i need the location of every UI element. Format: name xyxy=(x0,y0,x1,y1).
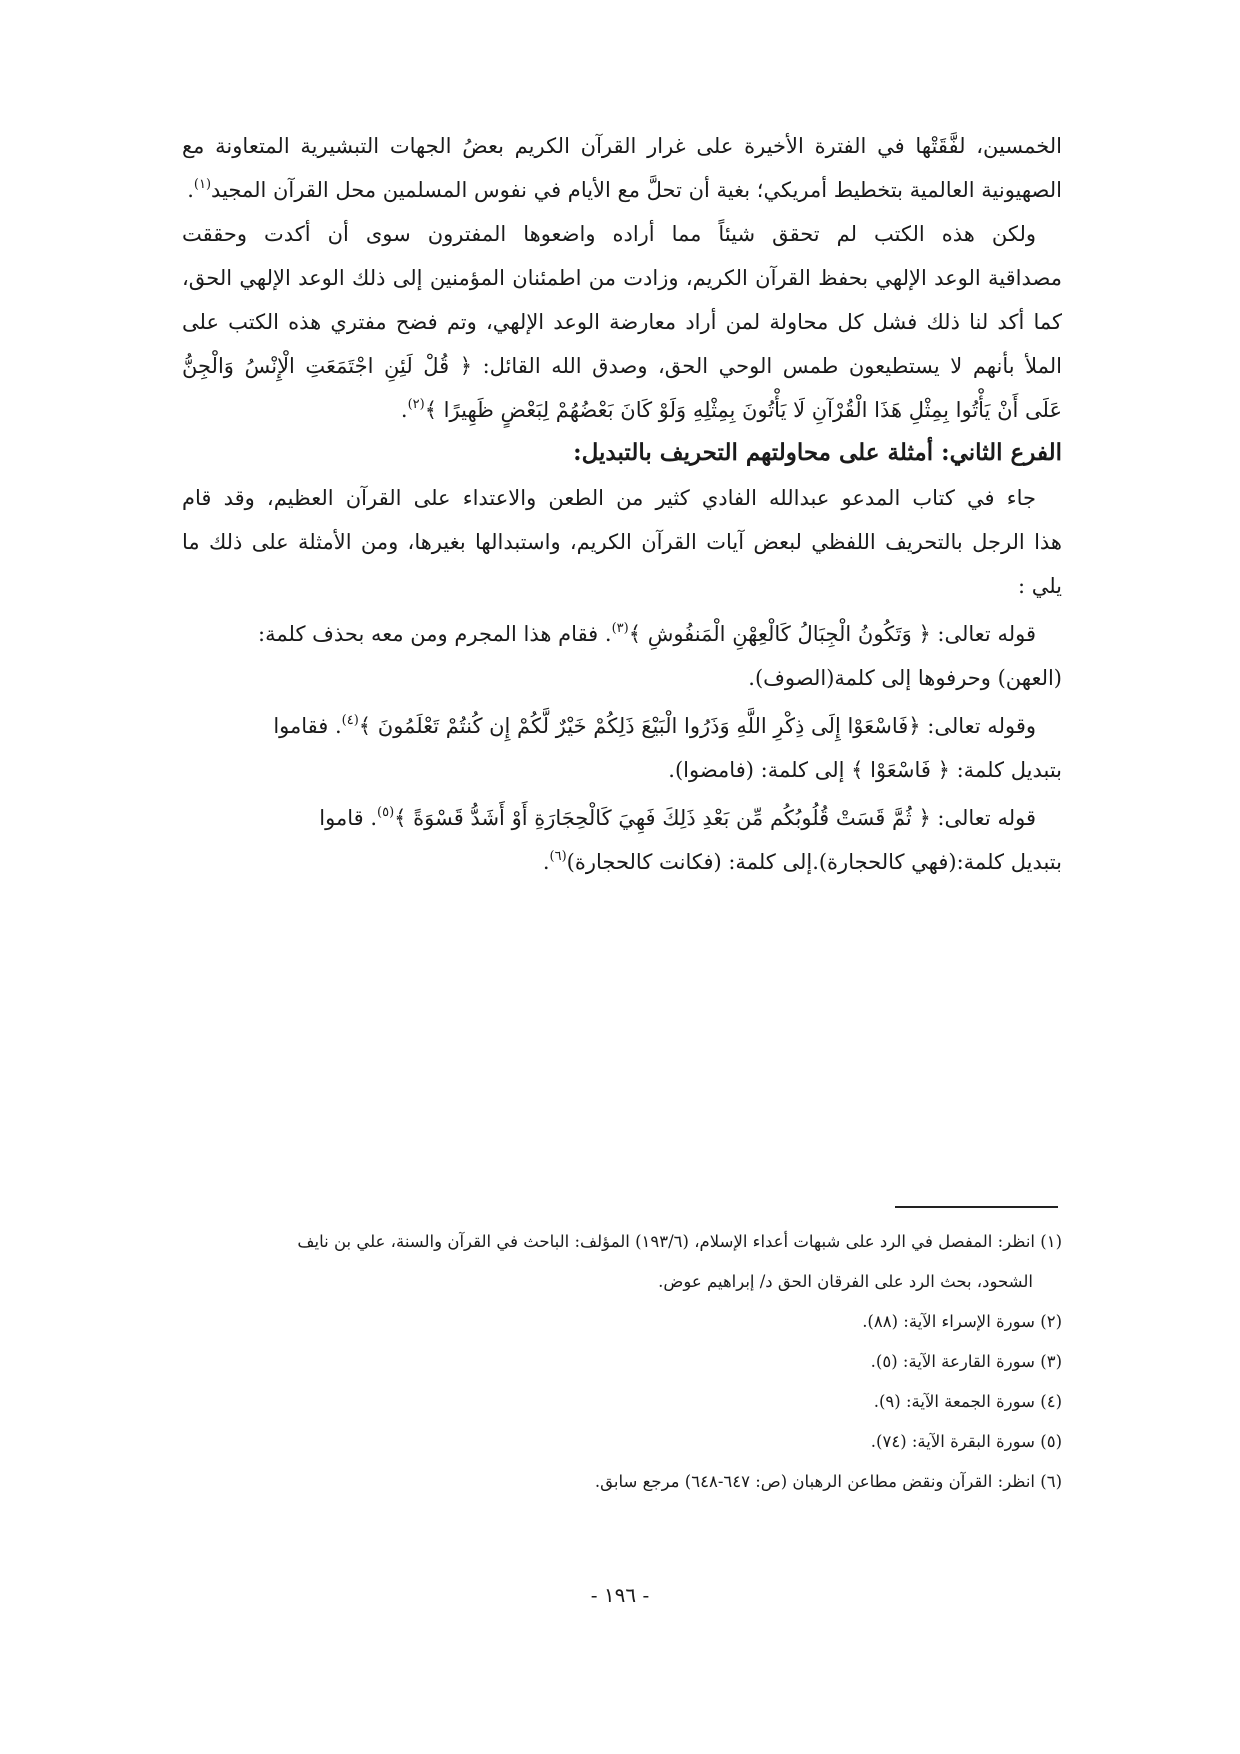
body-line: مصداقية الوعد الإلهي بحفظ القرآن الكريم، وزادت من اطمئنان المؤمنين إلى ذلك الوعد الإلهي الحق، xyxy=(182,266,1062,290)
footnote-marker: (٦) xyxy=(549,849,567,864)
body-line: كما أكد لنا ذلك فشل كل محاولة لمن أراد معارضة الوعد الإلهي، وتم فضح مفتري هذه الكتب على xyxy=(182,310,1062,334)
footnote-marker: (١) xyxy=(193,177,212,192)
body-line: بتبديل كلمة:(فهي كالحجارة).إلى كلمة: (فكانت كالحجارة)$^{(٦)}$. xyxy=(542,849,1062,874)
footnote: الشحود، بحث الرد على الفرقان الحق د/ إبراهيم عوض. xyxy=(658,1272,1033,1291)
footnote-marker: (٤) xyxy=(341,713,359,728)
footnote: (٣) سورة القارعة الآية: (٥). xyxy=(870,1352,1062,1371)
footnote: (٦) انظر: القرآن ونقض مطاعن الرهبان (ص: ٦٤٧-٦٤٨) مرجع سابق. xyxy=(594,1472,1062,1491)
footnote-marker: (٢) xyxy=(407,397,425,412)
body-line: وقوله تعالى: ﴿فَاسْعَوْا إِلَى ذِكْرِ اللَّهِ وَذَرُوا الْبَيْعَ ذَلِكُمْ خَيْرٌ لَّكُمْ إِن كُنتُمْ تَعْلَمُونَ ﴾$^{(٤)}$. فقاموا xyxy=(273,713,1036,738)
body-line: الخمسين، لفَّقَتْها في الفترة الأخيرة على غرار القرآن الكريم بعضُ الجهات التبشيرية المتعاونة مع xyxy=(182,134,1062,158)
body-line: قوله تعالى: ﴿ وَتَكُونُ الْجِبَالُ كَالْعِهْنِ الْمَنفُوشِ ﴾$^{(٣)}$. فقام هذا المجرم ومن معه بحذف كلمة: xyxy=(258,621,1036,646)
body-line: بتبديل كلمة: ﴿ فَاسْعَوْا ﴾ إلى كلمة: (فامضوا). xyxy=(668,758,1062,782)
body-line: جاء في كتاب المدعو عبدالله الفادي كثير من الطعن والاعتداء على القرآن العظيم، وقد قام xyxy=(182,486,1036,510)
body-line: ولكن هذه الكتب لم تحقق شيئاً مما أراده واضعوها المفترون سوى أن أكدت وحققت xyxy=(182,222,1036,246)
footnote: (٥) سورة البقرة الآية: (٧٤). xyxy=(870,1432,1062,1451)
body-line: الصهيونية العالمية بتخطيط أمريكي؛ بغية أن تحلَّ مع الأيام في نفوس المسلمين محل القرآن المجيد$^{(١)}$. xyxy=(187,177,1062,202)
body-line: عَلَى أَنْ يَأْتُوا بِمِثْلِ هَذَا الْقُرْآنِ لَا يَأْتُونَ بِمِثْلِهِ وَلَوْ كَانَ بَعْضُهُمْ لِبَعْضٍ ظَهِيرًا ﴾$^{(٢)}$. xyxy=(400,397,1062,422)
footnote-separator xyxy=(895,1206,1058,1208)
body-line: هذا الرجل بالتحريف اللفظي لبعض آيات القرآن الكريم، واستبدالها بغيرها، ومن الأمثلة على ذلك ما xyxy=(182,530,1062,554)
body-line: الملأ بأنهم لا يستطيعون طمس الوحي الحق، وصدق الله القائل: ﴿ قُلْ لَئِنِ اجْتَمَعَتِ الْإِنْسُ وَالْجِنُّ xyxy=(182,354,1062,378)
body-line: (العهن) وحرفوها إلى كلمة(الصوف). xyxy=(748,666,1062,690)
footnote: (٤) سورة الجمعة الآية: (٩). xyxy=(873,1392,1062,1411)
body-line: يلي : xyxy=(1017,574,1062,598)
footnote-marker: (٥) xyxy=(377,805,395,820)
section-heading: الفرع الثاني: أمثلة على محاولتهم التحريف بالتبديل: xyxy=(573,439,1062,466)
body-line: قوله تعالى: ﴿ ثُمَّ قَسَتْ قُلُوبُكُم مِّن بَعْدِ ذَلِكَ فَهِيَ كَالْحِجَارَةِ أَوْ أَشَدُّ قَسْوَةً ﴾$^{(٥)}$. قاموا xyxy=(319,805,1036,830)
footnote: (١) انظر: المفصل في الرد على شبهات أعداء الإسلام، (١٩٣/٦) المؤلف: الباحث في القرآن والسنة، علي بن نايف xyxy=(297,1232,1062,1251)
page-number: - ١٩٦ - xyxy=(590,1583,650,1607)
footnote: (٢) سورة الإسراء الآية: (٨٨). xyxy=(862,1312,1062,1331)
footnote-marker: (٣) xyxy=(611,621,629,636)
